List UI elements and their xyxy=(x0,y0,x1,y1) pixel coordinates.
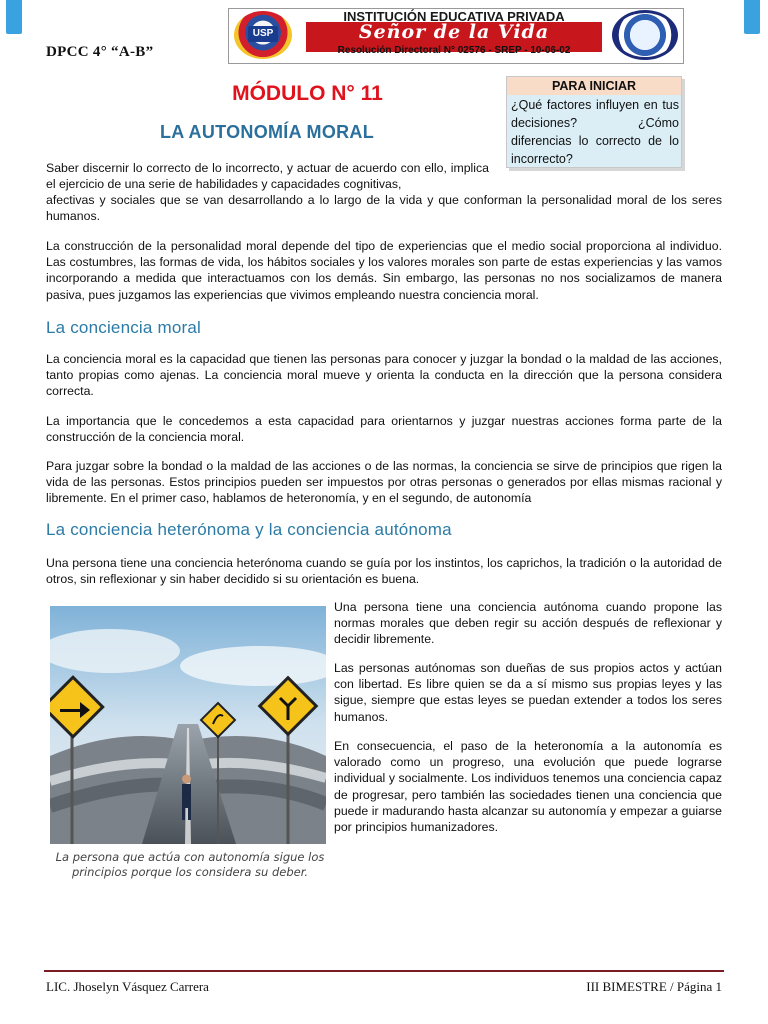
intro-paragraph-1-continued: afectivas y sociales que se van desarrollando a lo largo de la vida y que conforman la personalidad moral de los seres humanos. xyxy=(46,193,722,224)
crossroads-photo xyxy=(50,606,326,844)
section-heading-heteronoma-autonoma: La conciencia heterónoma y la conciencia autónoma xyxy=(46,520,452,539)
footer-page-number: III BIMESTRE / Página 1 xyxy=(586,979,722,994)
start-box xyxy=(506,76,682,168)
crossroads-illustration xyxy=(50,606,326,844)
module-title: MÓDULO N° 11 xyxy=(232,82,383,105)
section2-paragraph-3: Las personas autónomas son dueñas de sus propios actos y actúan con libertad. Es libre quien se da a sí mismo sus propias leyes y las sigue, siempre que estas leyes se puedan extender a todos los seres humanos. xyxy=(334,661,722,724)
section2-paragraph-2: Una persona tiene una conciencia autónoma cuando propone las normas morales que deben regir su acción después de reflexionar y decidir libremente. xyxy=(334,600,722,647)
school-resolution: Resolución Directoral N° 02576 - SREP - 10-06-02 xyxy=(337,45,571,56)
start-box-heading: PARA INICIAR xyxy=(507,77,681,95)
school-script-name: Señor de la Vida xyxy=(358,21,550,43)
school-logo-left xyxy=(234,11,292,59)
school-name: INSTITUCIÓN EDUCATIVA PRIVADA xyxy=(343,9,565,24)
section2-paragraph-4: En consecuencia, el paso de la heteronomía a la autonomía es valorado como un progreso, una evolución que puede lograrse individual y socialmente. Los individuos tenemos una conciencia capaz de progresar, pero también las sociedades tienen una conciencia que puede ir madurando hasta alcanzar su autonomía y empezar a guiarse por principios humanizadores. xyxy=(334,739,722,835)
corner-decoration-left xyxy=(6,0,22,34)
intro-paragraph-1: Saber discernir lo correcto de lo incorrecto, y actuar de acuerdo con ello, implica el ejercicio de una serie de habilidades y capacidades cognitivas, xyxy=(46,161,489,192)
figure-caption: La persona que actúa con autonomía sigue los principios porque los considera su deber. xyxy=(55,850,325,879)
school-banner xyxy=(228,8,682,62)
section-heading-conciencia-moral: La conciencia moral xyxy=(46,318,201,337)
school-seal-right xyxy=(612,10,678,60)
section1-paragraph-2: La importancia que le concedemos a esta capacidad para orientarnos y juzgar nuestras acciones forma parte de la construcción de la conciencia moral. xyxy=(46,414,722,445)
section2-paragraph-1: Una persona tiene una conciencia heterónoma cuando se guía por los instintos, los caprichos, la tradición o la autoridad de otros, sin reflexionar y sin haber decidido si su orientación es buena. xyxy=(46,556,722,587)
section1-paragraph-1: La conciencia moral es la capacidad que tienen las personas para conocer y juzgar la bondad o la maldad de las acciones, tanto propias como ajenas. La conciencia moral mueve y orienta la conducta en la dirección que la persona considera correcta. xyxy=(46,352,722,399)
corner-decoration-right xyxy=(744,0,760,34)
start-box-text: ¿Qué factores influyen en tus decisiones? ¿Cómo diferencias lo correcto de lo incorrecto? xyxy=(511,98,679,166)
footer-author: LIC. Jhoselyn Vásquez Carrera xyxy=(46,979,209,994)
section1-paragraph-3: Para juzgar sobre la bondad o la maldad de las acciones o de las normas, la conciencia se sirve de principios que rigen la vida de las personas. Estos principios pueden ser impuestos por otras personas o generados por ellas mismas racional y libremente. En el primer caso, hablamos de heteronomía, y en el segundo, de autonomía xyxy=(46,459,722,506)
logo-left-text: USP xyxy=(248,26,278,42)
course-label: DPCC 4° “A-B” xyxy=(46,44,154,60)
footer-divider xyxy=(44,970,724,972)
intro-paragraph-2: La construcción de la personalidad moral depende del tipo de experiencias que el medio social proporciona al individuo. Las costumbres, las formas de vida, los hábitos sociales y los valores morales son parte de estas experiencias y las vamos incorporando a medida que interactuamos con los demás. Sin embargo, las personas no nos socializamos de manera pasiva, pues juzgamos las experiencias que vivimos empleando nuestra conciencia moral. xyxy=(46,239,722,302)
topic-title: LA AUTONOMÍA MORAL xyxy=(159,122,375,142)
